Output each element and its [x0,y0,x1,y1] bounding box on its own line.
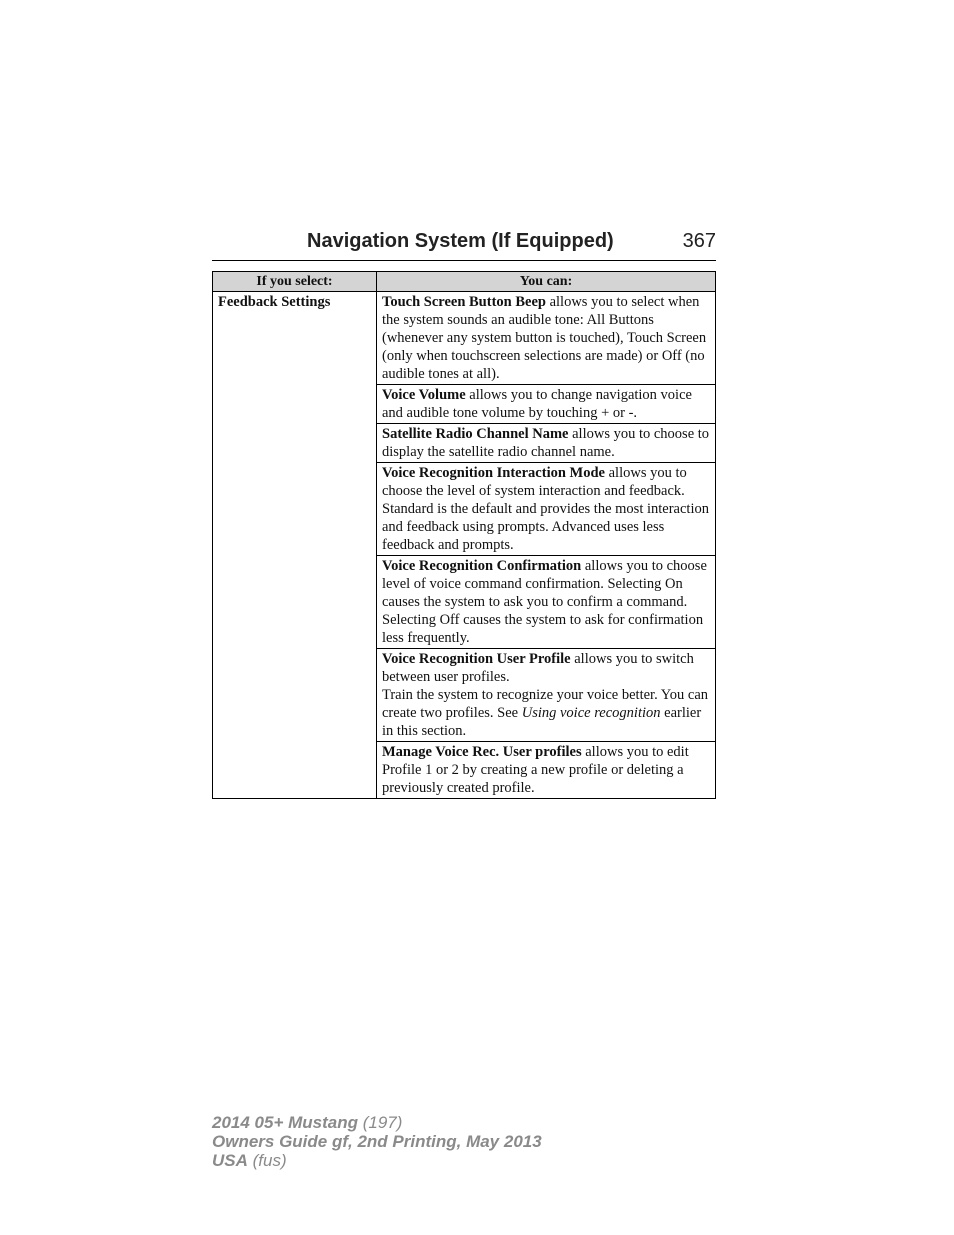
page-footer [212,1113,542,1170]
description-cell [377,424,716,463]
description-cell [377,385,716,424]
setting-description: allows you to edit Profile 1 or 2 by creating a new profile or deleting a previously created profile. [382,744,689,796]
setting-name: Voice Recognition Confirmation [382,558,582,574]
footer-line2 [212,1132,542,1151]
footer-line1 [212,1113,542,1132]
description-cell [377,463,716,556]
setting-description: allows you to change navigation voice and audible tone volume by touching + or -. [382,387,692,421]
setting-description: allows you to choose the level of system interaction and feedback. Standard is the default and provides the most interaction and feedback using prompts. Advanced uses less feedback and prompts. [382,465,709,553]
cross-reference-link[interactable]: Using voice recognition [521,705,661,721]
setting-description-tail: earlier in this section. [382,705,702,739]
setting-name: Voice Volume [382,387,466,403]
setting-description-line2: Train the system to recognize your voice better. You can create two profiles. See [382,687,709,721]
setting-description: allows you to switch between user profiles. [382,651,694,685]
description-cell [377,556,716,649]
description-cell [377,649,716,742]
selection-cell: Feedback Settings [213,292,377,799]
footer-model-code: (197) [358,1113,403,1132]
setting-name: Touch Screen Button Beep [382,294,546,310]
table-header-row [213,272,716,292]
feedback-settings-table [212,271,716,799]
footer-model: 2014 05+ Mustang [212,1113,358,1132]
setting-name: Voice Recognition Interaction Mode [382,465,605,481]
setting-name: Voice Recognition User Profile [382,651,571,667]
setting-description: allows you to select when the system sounds an audible tone: All Buttons (whenever any system button is touched), Touch Screen (only when touchscreen selections are made) or Off (no audible tones at all). [382,294,707,382]
setting-name: Manage Voice Rec. User profiles [382,744,582,760]
column-header-select: If you select: [213,272,377,292]
page-header [212,230,716,261]
footer-printing: Owners Guide gf, 2nd Printing, May 2013 [212,1132,542,1151]
setting-description: allows you to choose level of voice command confirmation. Selecting On causes the system to ask you to confirm a command. Selecting Off causes the system to ask for confirmation less frequently. [382,558,707,646]
section-title: Navigation System (If Equipped) [307,230,614,252]
page-number: 367 [682,230,716,252]
setting-description: allows you to choose to display the satellite radio channel name. [382,426,710,460]
column-header-can: You can: [377,272,716,292]
description-cell [377,742,716,799]
footer-line3 [212,1151,542,1170]
footer-market-code: (fus) [247,1151,287,1170]
table-row [213,292,716,385]
footer-market: USA [212,1151,248,1170]
setting-name: Satellite Radio Channel Name [382,426,569,442]
description-cell [377,292,716,385]
